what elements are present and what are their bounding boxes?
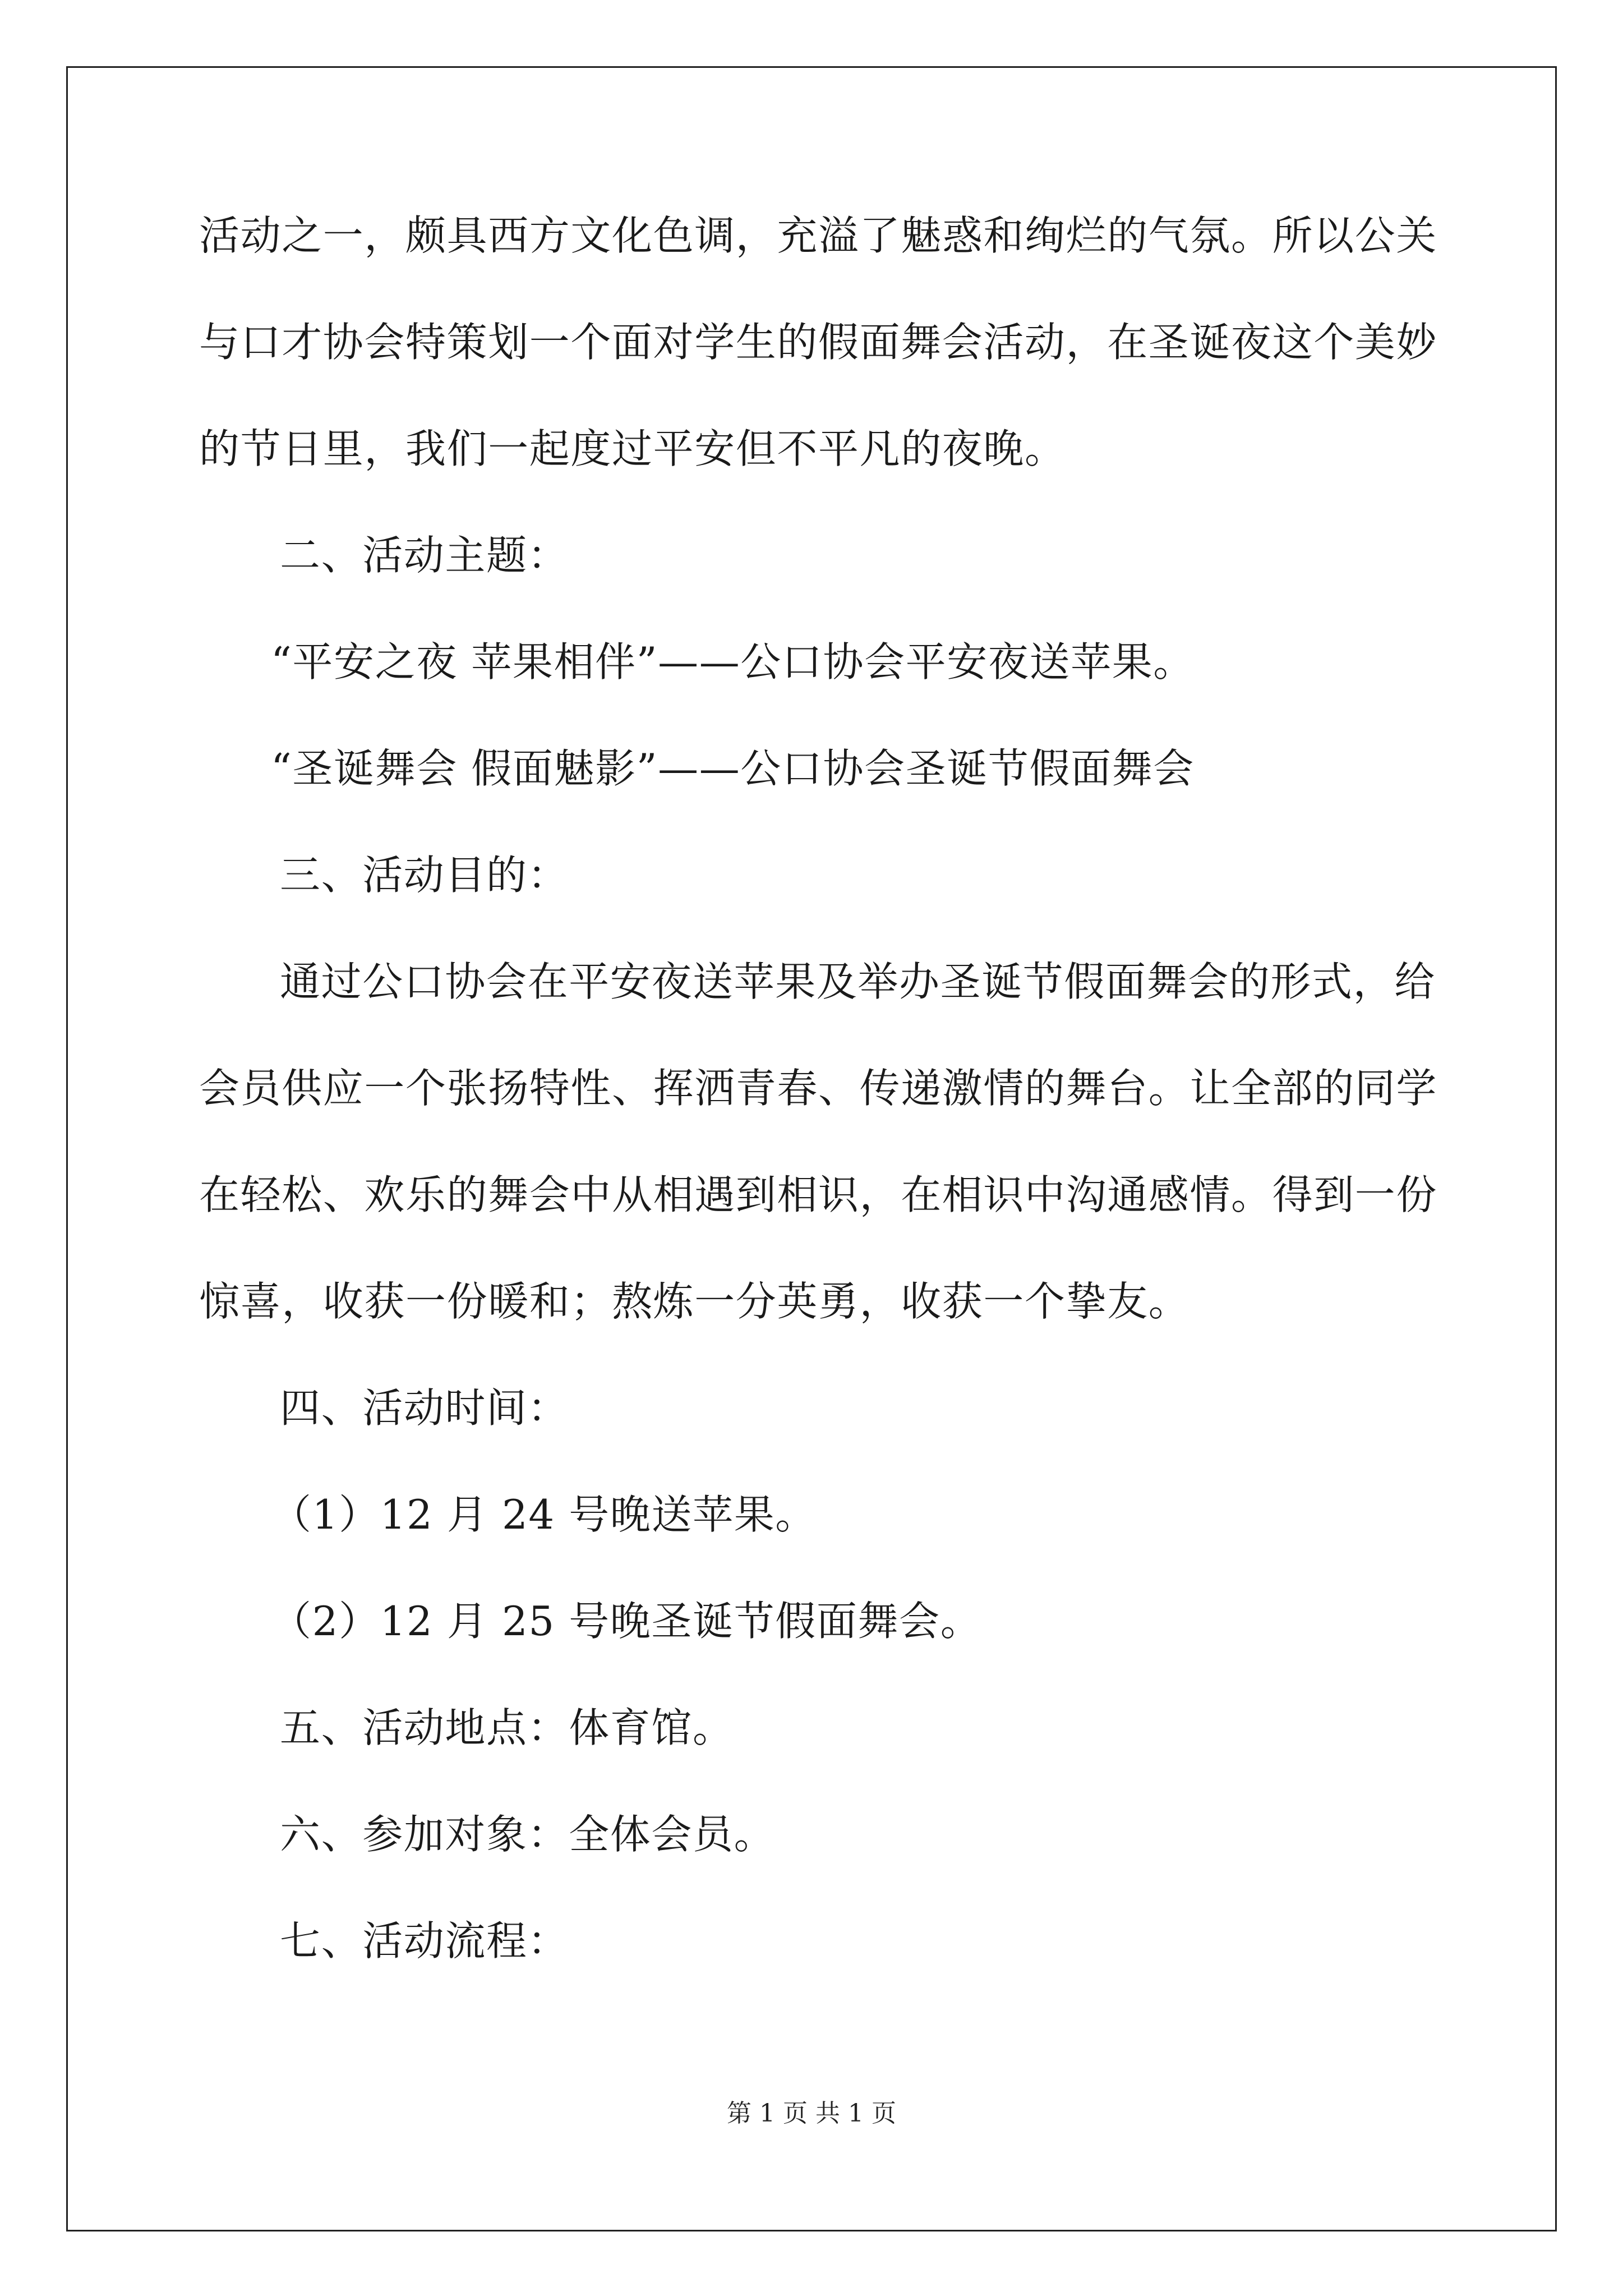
paragraph-line: 活动之一，颇具西方文化色调，充溢了魅惑和绚烂的气氛。所以公关 [199,212,1438,259]
section-heading-location: 五、活动地点：体育馆。 [280,1704,734,1751]
section-heading-participants: 六、参加对象：全体会员。 [280,1811,776,1858]
theme-line-2: “圣诞舞会 假面魅影”——公口协会圣诞节假面舞会 [271,745,1195,792]
page-border [66,66,1557,2231]
paragraph-line: 通过公口协会在平安夜送苹果及举办圣诞节假面舞会的形式，给 [280,958,1436,1005]
time-item-2: （2）12 月 25 号晚圣诞节假面舞会。 [271,1598,982,1645]
section-heading-theme: 二、活动主题： [280,532,569,579]
paragraph-line: 与口才协会特策划一个面对学生的假面舞会活动，在圣诞夜这个美妙 [199,319,1438,366]
page-footer: 第 1 页 共 1 页 [727,2099,896,2128]
paragraph-line: 的节日里，我们一起度过平安但不平凡的夜晚。 [199,425,1066,472]
section-heading-purpose: 三、活动目的： [280,852,569,899]
section-heading-process: 七、活动流程： [280,1917,569,1964]
section-heading-time: 四、活动时间： [280,1384,569,1432]
paragraph-line: 在轻松、欢乐的舞会中从相遇到相识，在相识中沟通感情。得到一份 [199,1171,1438,1218]
time-item-1: （1）12 月 24 号晚送苹果。 [271,1491,817,1538]
theme-line-1: “平安之夜 苹果相伴”——公口协会平安夜送苹果。 [271,638,1195,685]
paragraph-line: 惊喜，收获一份暖和；熬炼一分英勇，收获一个挚友。 [199,1278,1190,1325]
paragraph-line: 会员供应一个张扬特性、挥洒青春、传递激情的舞台。让全部的同学 [199,1065,1438,1112]
